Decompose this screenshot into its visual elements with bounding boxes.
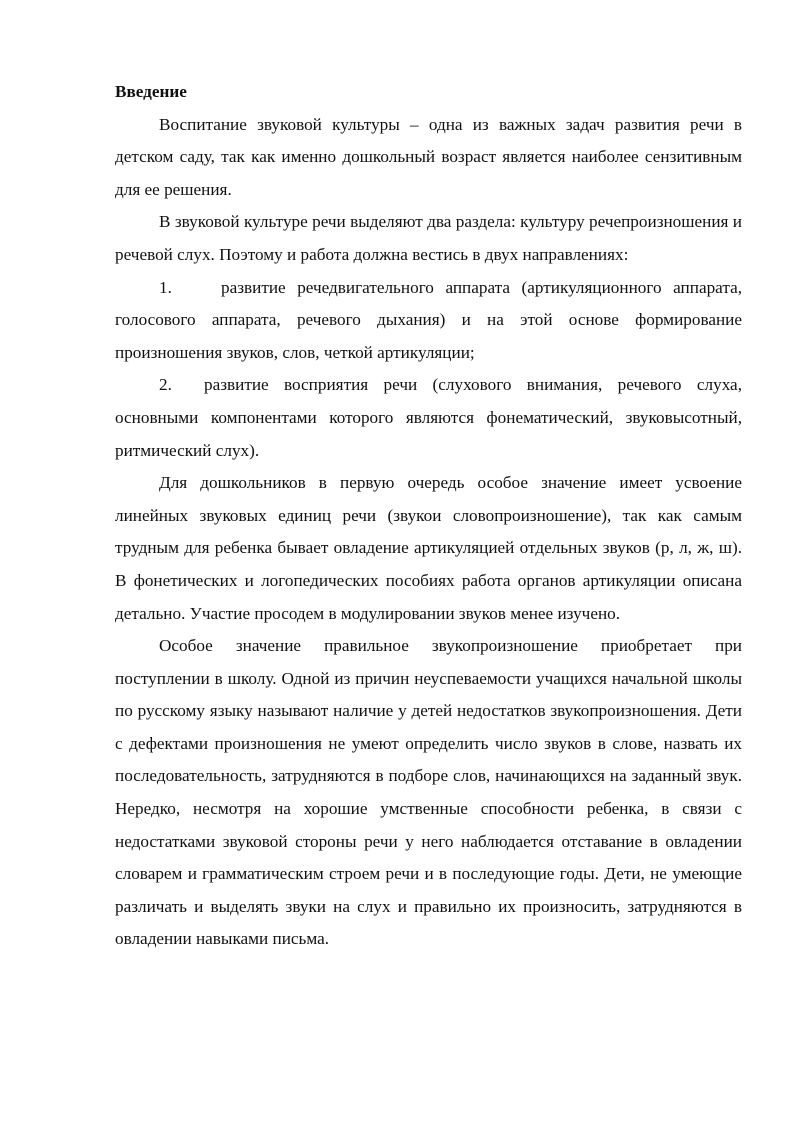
paragraph-sections: В звуковой культуре речи выделяют два раздела: культуру речепроизношения и речевой слух. Поэтому и работа должна вестись в двух направлениях: <box>115 212 742 264</box>
list-item-1 <box>115 272 742 370</box>
list-text: развитие восприятия речи (слухового внимания, речевого слуха, основными компонентами которого являются фонематический, звуковысотный, ритмический слух). <box>115 375 742 460</box>
list-text: развитие речедвигательного аппарата (артикуляционного аппарата, голосового аппарата, речевого дыхания) и на этой основе формирование произношения звуков, слов, четкой артикуляции; <box>115 277 742 362</box>
document-heading: Введение <box>115 82 187 101</box>
list-number: 2. <box>159 375 172 395</box>
list-item-2 <box>115 369 742 467</box>
paragraph-intro: Воспитание звуковой культуры – одна из важных задач развития речи в детском саду, так как именно дошкольный возраст является наиболее сензитивным для ее решения. <box>115 114 742 199</box>
paragraph-preschoolers: Для дошкольников в первую очередь особое значение имеет усвоение линейных звуковых единиц речи (звукои словопроизношение), так как самым трудным для ребенка бывает овладение артикуляцией отдельных звуков (р, л, ж, ш). В фонетических и логопедических пособиях работа органов артикуляции описана детально. Участие просодем в модулировании звуков менее изучено. <box>115 473 742 623</box>
paragraph-school: Особое значение правильное звукопроизношение приобретает при поступлении в школу. Одной из причин неуспеваемости учащихся начальной школы по русскому языку называют наличие у детей недостатков звукопроизношения. Дети с дефектами произношения не умеют определить число звуков в слове, назвать их последовательность, затрудняются в подборе слов, начинающихся на заданный звук. Нередко, несмотря на хорошие умственные способности ребенка, в связи с недостатками звуковой стороны речи у него наблюдается отставание в овладении словарем и грамматическим строем речи и в последующие годы. Дети, не умеющие различать и выделять звуки на слух и правильно их произносить, затрудняются в овладении навыками письма. <box>115 636 742 949</box>
list-number: 1. <box>159 277 172 297</box>
document-page <box>115 76 742 956</box>
